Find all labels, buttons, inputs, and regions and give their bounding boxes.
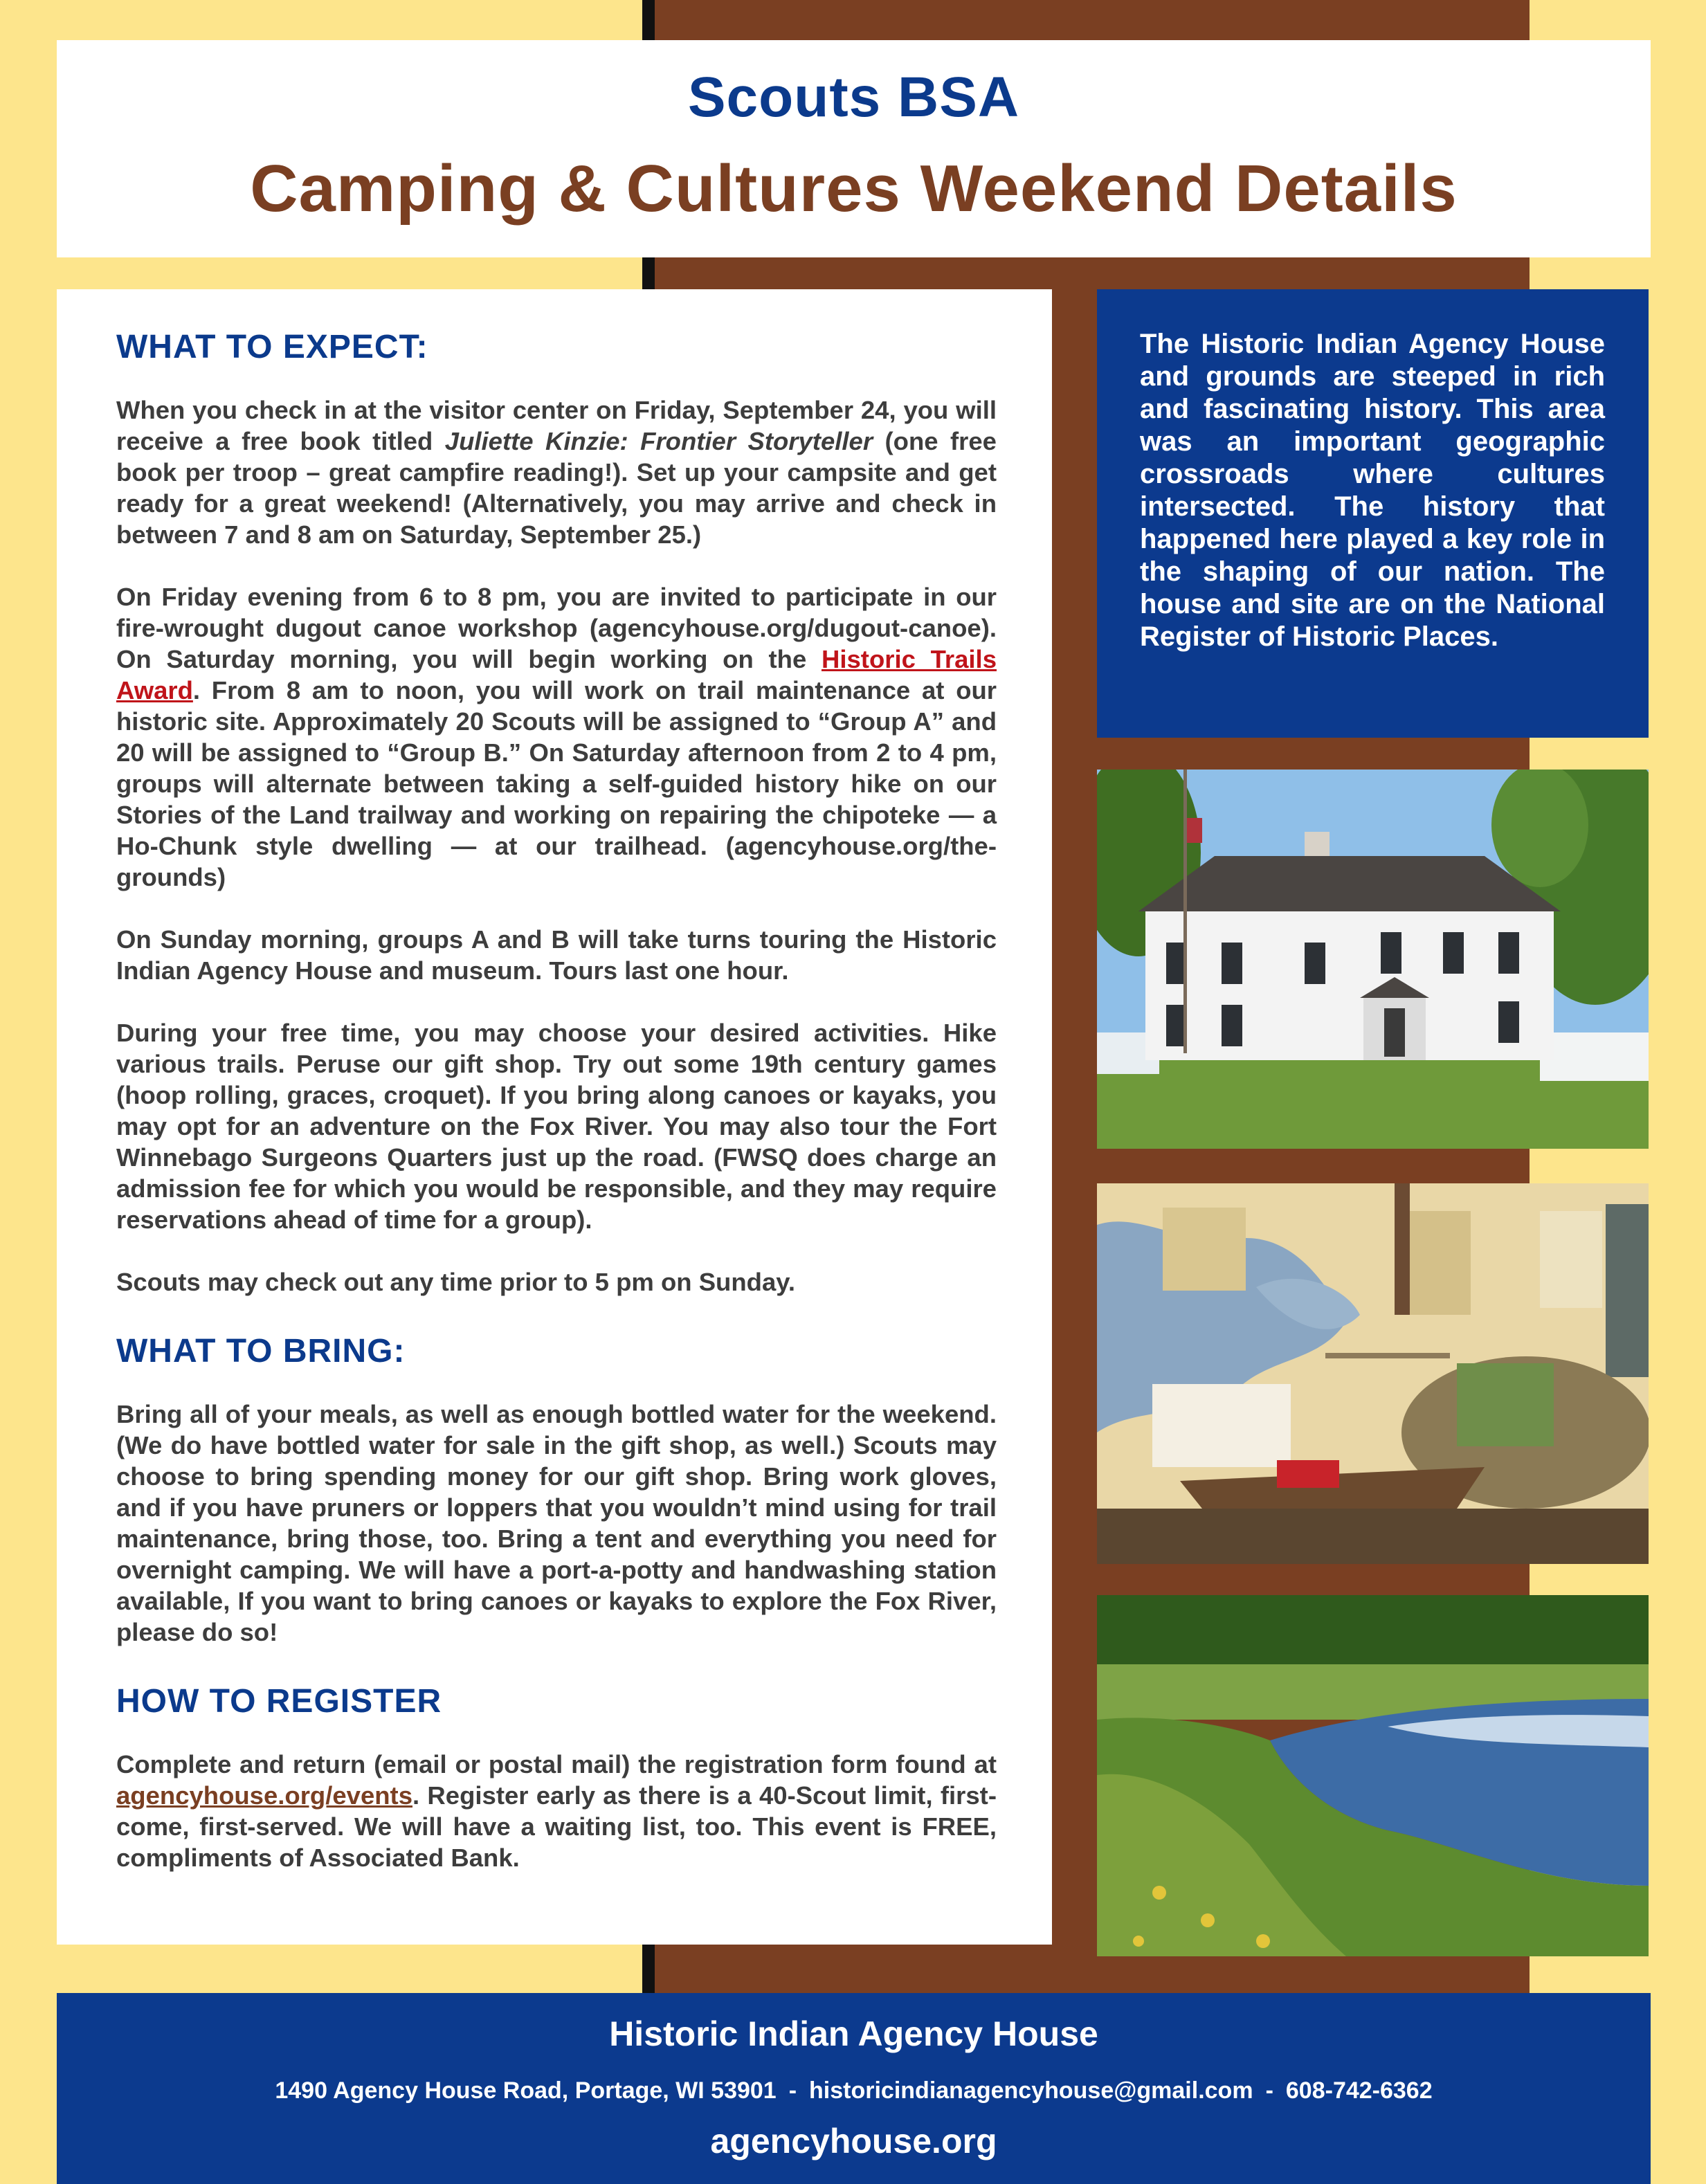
register-text-a: Complete and return (email or postal mail) the registration form found at [116, 1750, 997, 1778]
text-panel [1540, 1211, 1602, 1308]
expect-paragraph-5: Scouts may check out any time prior to 5 pm on Sunday. [116, 1268, 795, 1296]
historic-trails-award-link[interactable]: Historic Trails Award [116, 645, 997, 704]
fox-river-illustration [1097, 1595, 1649, 1956]
hanging-pelt [1395, 1183, 1410, 1315]
heading-what-to-bring: WHAT TO BRING: [116, 1333, 406, 1369]
text-panel [1401, 1211, 1471, 1315]
footer-site-name: Historic Indian Agency House [609, 2014, 1098, 2053]
door [1384, 1008, 1405, 1057]
expect-p2-text-b: . From 8 am to noon, you will work on trail maintenance at our historic site. Approximately 20 Scouts will be assigned to “Group A” and 20 will be assigned to “Group B.” On Saturday afternoon from 2 to 4 pm, groups will alternate between taking a self-guided history hike on our Stories of the Land trailway and working on repairing the chipoteke — a Ho-Chunk style dwelling — at our trailhead. (agencyhouse.org/the-grounds) [116, 676, 997, 891]
museum-exhibit-photo [1097, 1183, 1649, 1564]
window [1498, 932, 1519, 974]
doorway [1606, 1204, 1649, 1377]
goldenrod [1256, 1934, 1270, 1948]
title-weekend-details: Camping & Cultures Weekend Details [250, 152, 1458, 226]
window [1305, 943, 1325, 984]
footer-address: 1490 Agency House Road, Portage, WI 53901 [275, 2077, 777, 2104]
agency-house-illustration [1097, 770, 1649, 1149]
footer [57, 1993, 1651, 2184]
title-box [57, 40, 1651, 257]
museum-exhibit-illustration [1097, 1183, 1649, 1564]
goldenrod [1152, 1886, 1166, 1900]
expect-p2-text-a: On Friday evening from 6 to 8 pm, you are invited to participate in our fire-wrought dugout canoe workshop (agencyhouse.org/dugout-canoe). On Saturday morning, you will begin working on the [116, 583, 997, 673]
window [1498, 1001, 1519, 1043]
register-paragraph [116, 1749, 997, 1873]
footer-phone: 608-742-6362 [1285, 2077, 1433, 2104]
shelf [1325, 1353, 1450, 1358]
expect-p1-text-b: (one free book per troop – great campfire reading!). Set up your campsite and get ready for a great weekend! (Alternatively, you may arrive and check in between 7 and 8 am on Saturday, September 25.) [116, 427, 997, 549]
fox-river-photo [1097, 1595, 1649, 1956]
expect-paragraph-3: On Sunday morning, groups A and B will take turns touring the Historic Indian Agency House and museum. Tours last one hour. [116, 925, 997, 985]
events-link[interactable]: agencyhouse.org/events [116, 1781, 413, 1810]
footer-email[interactable]: historicindianagencyhouse@gmail.com [809, 2077, 1253, 2104]
footer-separator: - [1265, 2077, 1273, 2104]
register-text-b: . Register early as there is a 40-Scout limit, first-come, first-served. We will have a waiting list, too. This event is FREE, compliments of Associated Bank. [116, 1781, 997, 1872]
footer-website[interactable]: agencyhouse.org [710, 2122, 997, 2160]
window [1222, 943, 1242, 984]
history-text: The Historic Indian Agency House and grounds are steeped in rich and fascinating history. This area was an important geographic crossroads where cultures intersected. The history that happened here played a key role in the shaping of our nation. The house and site are on the National Register of Historic Places. [1140, 329, 1605, 652]
floor [1097, 1509, 1649, 1564]
flag [1187, 818, 1202, 843]
expect-paragraph-2 [116, 581, 997, 893]
bring-paragraph: Bring all of your meals, as well as enough bottled water for the weekend. (We do have bottled water for sale in the gift shop, as well.) Scouts may choose to bring spending money for our gift shop. Bring work gloves, and if you have pruners or loppers that you wouldn’t mind using for trail maintenance, bring those, too. Bring a tent and everything you need for overnight camping. We will have a port-a-potty and handwashing station available, If you want to bring canoes or kayaks to explore the Fox River, please do so! [116, 1400, 997, 1646]
building-right [1540, 1032, 1649, 1081]
main-text-content [116, 328, 997, 1873]
goldenrod [1133, 1936, 1144, 1947]
grass-display [1457, 1363, 1554, 1446]
footer-contact-line [57, 2077, 1651, 2104]
heading-how-to-register: HOW TO REGISTER [116, 1683, 442, 1720]
red-blanket [1277, 1460, 1339, 1488]
window [1443, 932, 1464, 974]
expect-p1-text-a: When you check in at the visitor center on Friday, September 24, you will receive a free book titled [116, 396, 997, 455]
window [1222, 1005, 1242, 1046]
flagpole [1183, 770, 1187, 1053]
expect-paragraph-4: During your free time, you may choose your desired activities. Hike various trails. Peruse our gift shop. Try out some 19th century games (hoop rolling, graces, croquet). If you bring along canoes or kayaks, you may opt for an adventure on the Fox River. You may also tour the Fort Winnebago Surgeons Quarters just up the road. (FWSQ does charge an admission fee for which you would be responsible, and they may require reservations ahead of time for a group). [116, 1019, 997, 1234]
agency-house-photo [1097, 770, 1649, 1149]
history-box [1097, 289, 1649, 738]
goldenrod [1201, 1913, 1215, 1927]
footer-separator: - [788, 2077, 797, 2104]
title-scouts-bsa: Scouts BSA [687, 66, 1020, 129]
window [1381, 932, 1401, 974]
heading-what-to-expect: WHAT TO EXPECT: [116, 329, 428, 365]
book-title: Juliette Kinzie: Frontier Storyteller [444, 427, 873, 455]
text-panel [1163, 1208, 1246, 1291]
expect-paragraph-1 [116, 394, 997, 550]
house-wall [1145, 911, 1554, 1060]
artifact-case [1152, 1384, 1291, 1467]
main-text-panel [57, 289, 1052, 1945]
